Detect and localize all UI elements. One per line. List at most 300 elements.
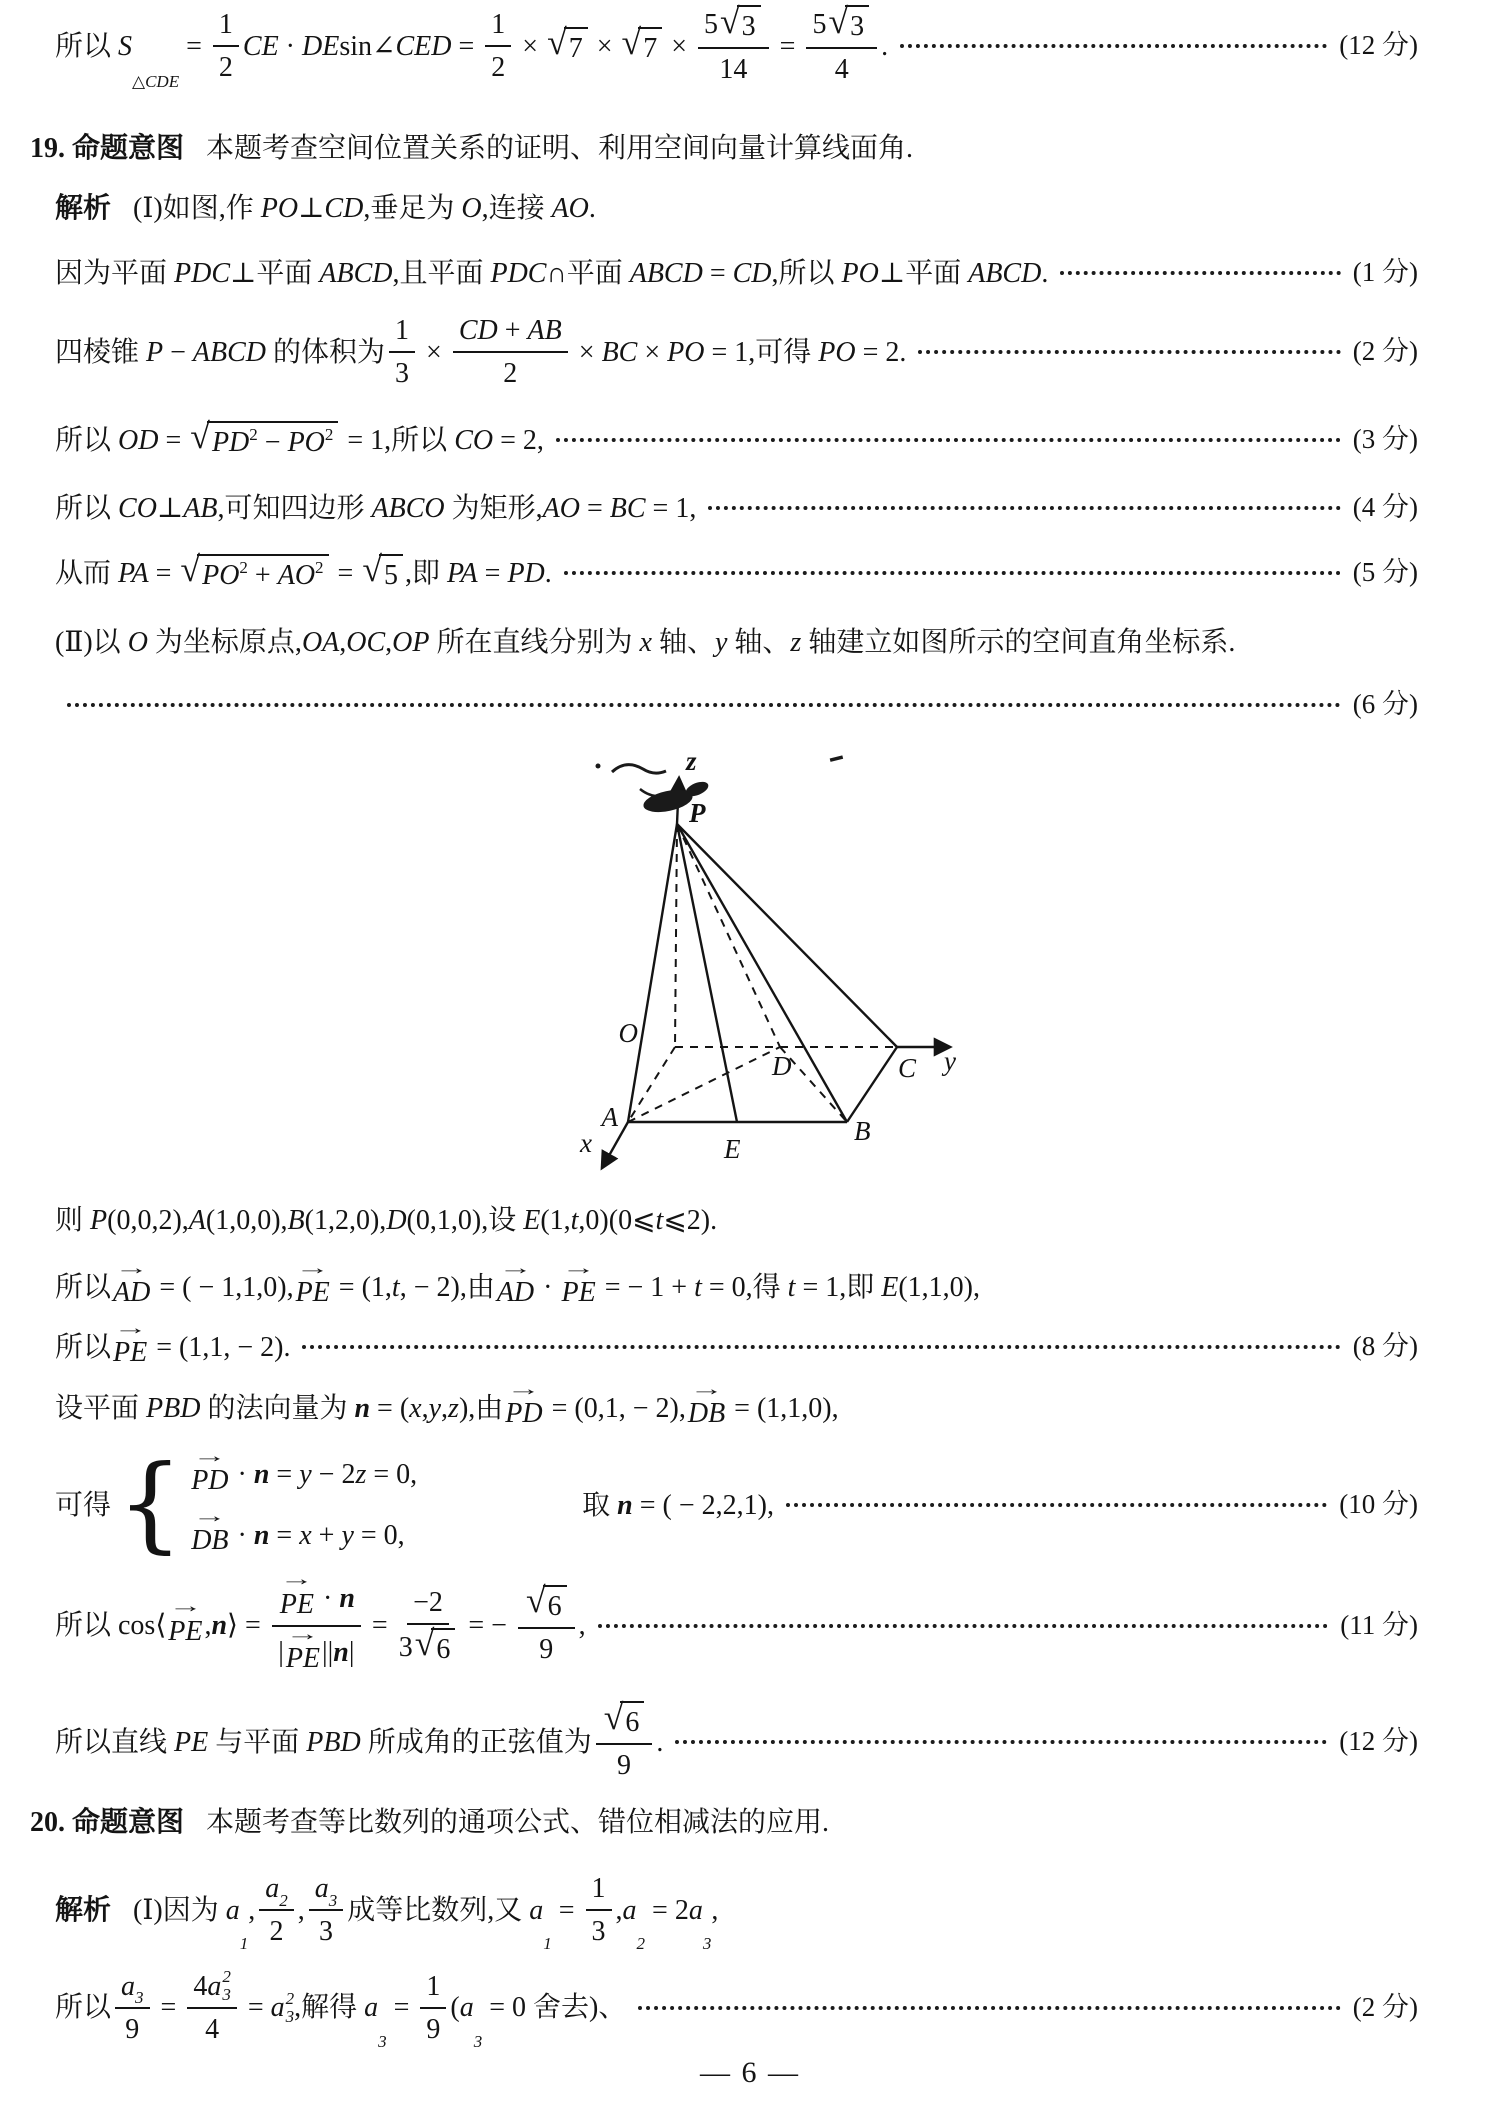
q19-step-8 (55, 1317, 1418, 1373)
math-token: , (339, 626, 347, 658)
math-token (586, 1871, 612, 1911)
math-token: 所以 (55, 1331, 112, 1363)
q19-coords-content (55, 1203, 717, 1238)
math-token: a (364, 1992, 379, 2023)
math-token: CO (118, 492, 157, 524)
math-token: P (90, 1204, 108, 1236)
page-number: — 6 — (700, 2056, 800, 2089)
math-token: ,解得 (294, 1992, 365, 2023)
math-token: = ( (370, 1392, 410, 1424)
dot-leader (302, 1345, 1340, 1349)
math-token (518, 1580, 575, 1667)
math-token: √ (525, 1580, 546, 1621)
math-token: = (551, 1894, 582, 1926)
math-token: 1 (543, 1933, 552, 1953)
math-token: 所以 (55, 492, 119, 524)
math-token (259, 1871, 294, 1949)
math-token: = (1,1, − 2). (149, 1331, 291, 1363)
q19-step-2-content (55, 313, 906, 391)
math-token: 3 (850, 11, 865, 42)
math-token (806, 0, 877, 87)
step-12-area-cde (55, 0, 1418, 92)
math-token (319, 1911, 333, 1949)
q19-step-1 (55, 255, 1418, 291)
math-token: PD (507, 557, 545, 589)
figure-label-y: y (944, 1046, 956, 1076)
math-token (279, 1569, 314, 1621)
math-token: 7 (643, 32, 658, 64)
math-token: 设平面 (55, 1392, 147, 1424)
math-token: x (639, 626, 652, 658)
math-token: ,即 (405, 557, 448, 589)
figure-label-B: B (854, 1116, 871, 1146)
math-token: , (248, 1894, 256, 1926)
math-token: 为矩形, (444, 492, 543, 524)
math-token: = 0,得 (701, 1271, 788, 1303)
math-token: = (1, (331, 1271, 392, 1303)
math-token: D (386, 1204, 407, 1236)
dot-leader (598, 1624, 1329, 1628)
math-token (187, 1968, 237, 2047)
math-token (737, 5, 761, 44)
math-token (187, 1968, 237, 2009)
math-token: , (441, 1392, 449, 1424)
math-token (720, 0, 761, 44)
math-token: 2 (636, 1933, 646, 1953)
math-token (543, 1585, 567, 1624)
math-token (407, 1585, 449, 1625)
math-token (189, 1506, 417, 1558)
math-token: AD (113, 1277, 151, 1309)
math-token: 轴、 (651, 626, 715, 658)
math-token (168, 1596, 203, 1648)
math-token: CD (458, 315, 498, 346)
math-token: 2 (285, 1988, 295, 2008)
math-token: 本题考查等比数列的通项公式、错位相减法的应用. (206, 1806, 830, 1838)
math-token (269, 1911, 283, 1949)
math-token: PD (505, 1398, 543, 1430)
math-token (395, 353, 409, 391)
math-token: t (570, 1204, 579, 1236)
math-token: 解析 (55, 192, 112, 224)
math-token: PD (191, 1465, 229, 1496)
math-token: = (330, 557, 361, 589)
math-token: 3 (395, 358, 410, 389)
math-token: 2 (269, 1916, 284, 1947)
math-token: ABCD (968, 257, 1042, 289)
math-token: 四棱锥 (55, 336, 147, 368)
math-token (285, 1623, 321, 1676)
math-token (431, 1628, 455, 1667)
figure-label-D: D (772, 1051, 792, 1081)
math-token: . (656, 1726, 664, 1758)
math-token: 所以 (55, 1271, 112, 1303)
q19-intent (30, 130, 1418, 166)
math-token (184, 148, 206, 149)
math-token (547, 22, 588, 66)
ink-smudge (596, 755, 844, 816)
math-token: 3 (591, 1916, 606, 1947)
math-token (113, 1317, 148, 1370)
math-token: n (253, 1459, 270, 1491)
math-token (835, 49, 849, 87)
math-token (485, 7, 511, 85)
math-token: P (146, 336, 164, 368)
math-token: 1 (218, 9, 233, 40)
math-token: √ (547, 22, 567, 63)
math-token: 14 (719, 54, 748, 85)
math-token: ),由 (458, 1392, 504, 1424)
math-token: DE (302, 30, 340, 62)
math-token: . (1041, 257, 1049, 289)
math-token: √ (828, 0, 849, 41)
math-token: AO (551, 192, 589, 224)
math-token: = 0, (353, 1519, 405, 1551)
math-token: B (287, 1204, 305, 1236)
math-token: (1,0,0), (205, 1204, 288, 1236)
math-token: O (461, 192, 482, 224)
math-token: 所在直线分别为 (429, 626, 640, 658)
math-token: 的体积为 (266, 336, 386, 368)
q20-analysis-1-content (55, 1871, 719, 1953)
math-token: a (622, 1894, 637, 1926)
math-token: 3 (398, 1631, 413, 1663)
math-token: = 2, (493, 424, 544, 456)
math-token: = (153, 1992, 184, 2023)
math-token (698, 0, 769, 49)
math-token: O (127, 626, 148, 658)
math-token: 所以 cos⟨ (55, 1610, 167, 1641)
math-token (111, 208, 133, 209)
math-token: OA (301, 626, 340, 658)
math-token: AB (183, 492, 218, 524)
math-token: t (787, 1271, 796, 1303)
math-token: A (188, 1204, 206, 1236)
math-token (207, 421, 338, 460)
math-token: → (689, 1378, 724, 1400)
math-token: BC (601, 336, 638, 368)
math-token (414, 1623, 456, 1667)
math-token: z (355, 1459, 367, 1491)
math-token: ABCD (629, 257, 703, 289)
math-token: BC (609, 492, 646, 524)
math-token (518, 1580, 575, 1629)
math-token: S (118, 30, 133, 62)
q19-step-10-content (55, 1441, 774, 1564)
math-token: PE (279, 1588, 314, 1620)
math-token (189, 1445, 418, 1559)
math-token: = 1,可得 (704, 336, 819, 368)
math-token: 因为平面 (55, 257, 175, 289)
math-token: , (385, 626, 393, 658)
math-token: √ (621, 22, 642, 63)
math-token (205, 2009, 219, 2047)
math-token: t (391, 1271, 400, 1303)
math-token: CO (454, 424, 494, 456)
score-label: (3 分) (1352, 424, 1418, 455)
math-token: 成等比数列,又 (347, 1894, 530, 1926)
math-token: 与平面 (208, 1726, 307, 1758)
math-token (379, 554, 403, 593)
math-token: 9 (617, 1750, 632, 1781)
score-label: (2 分) (1352, 336, 1418, 367)
score-label: (12 分) (1339, 1726, 1418, 1757)
math-token: 3 (702, 1933, 712, 1953)
math-token (272, 1569, 361, 1626)
math-token (191, 1506, 229, 1558)
math-token: → (279, 1569, 314, 1591)
math-token: 4 (193, 1970, 208, 2002)
math-token: PE (561, 1277, 596, 1309)
math-token: 3 (318, 1916, 333, 1947)
math-token: − 2 (311, 1459, 356, 1491)
math-token: = (269, 1519, 300, 1551)
math-token (191, 1445, 229, 1498)
math-token: − (163, 336, 193, 368)
math-token: PO (667, 336, 705, 368)
math-token: 3 (222, 1985, 231, 2004)
math-token: 19. 命题意图 (30, 132, 185, 164)
math-token: ⊥ (156, 492, 184, 524)
math-token: n (354, 1392, 371, 1424)
math-token: = (1,1,0), (727, 1392, 839, 1424)
math-token: → (506, 1378, 542, 1400)
math-token: 2 (222, 1967, 231, 1987)
math-token (197, 554, 328, 593)
figure-label-E: E (724, 1134, 741, 1164)
math-token: ⊥ (298, 192, 325, 224)
math-token: → (498, 1257, 533, 1279)
q20-analysis-1 (55, 1866, 1418, 1954)
dot-leader (1060, 271, 1340, 275)
math-token: , − 2),由 (399, 1271, 495, 1303)
math-token: 3 (378, 2031, 387, 2051)
math-token (485, 7, 511, 47)
math-token: ,所以 (771, 257, 842, 289)
math-token: 所以 (55, 30, 119, 62)
math-token (828, 0, 869, 44)
math-token: . (881, 30, 889, 62)
math-token: OC (346, 626, 386, 658)
math-token: 1 (491, 9, 506, 40)
math-token: 20. 命题意图 (30, 1806, 185, 1838)
math-token: = (364, 1610, 395, 1641)
math-token: 7 (568, 32, 583, 64)
math-token: − (257, 426, 288, 458)
math-token: PE (168, 1615, 203, 1647)
q19-construct-content (55, 191, 596, 226)
q19-step-12 (55, 1696, 1418, 1782)
math-token: | (278, 1637, 284, 1669)
math-token (219, 47, 233, 85)
math-token (564, 27, 588, 66)
math-token: AO (277, 559, 316, 591)
score-label: (5 分) (1352, 557, 1418, 588)
math-token: PO (287, 426, 325, 458)
q19-intent-content (30, 131, 913, 166)
math-token: 2 (324, 424, 334, 444)
math-token: | (348, 1637, 355, 1669)
math-token: → (113, 1317, 148, 1339)
math-token: → (192, 1506, 227, 1527)
math-token (125, 2009, 139, 2047)
math-token: PBD (146, 1392, 201, 1424)
math-token: 2 (249, 424, 258, 444)
math-token: PDC (490, 257, 547, 289)
math-token: || (322, 1637, 334, 1669)
math-token: 6 (547, 1590, 562, 1622)
math-token: 从而 (55, 557, 119, 589)
math-token: (0,1,0),设 (406, 1204, 524, 1236)
math-token: x (409, 1392, 422, 1424)
math-token: × (664, 30, 694, 62)
math-token: a (121, 1970, 136, 2002)
math-token: × (515, 30, 546, 62)
q19-coords (55, 1201, 1418, 1239)
math-token: CE (242, 30, 279, 62)
q19-step-4-content (55, 491, 696, 526)
score-label: (11 分) (1340, 1609, 1418, 1640)
math-token: PO (202, 559, 240, 591)
math-token: PD (211, 426, 250, 458)
math-token (420, 1969, 446, 2009)
math-token: ,0)(0⩽ (578, 1204, 656, 1236)
math-token: 1 (239, 1933, 249, 1953)
math-token (184, 1822, 206, 1823)
dot-leader (638, 2006, 1340, 2010)
math-token: ,连接 (481, 192, 552, 224)
math-token: 1 (426, 1970, 441, 2002)
math-token: 9 (426, 2013, 441, 2045)
math-token (222, 1968, 231, 2004)
math-token (295, 1257, 330, 1310)
math-token (491, 47, 505, 85)
math-token: z (448, 1392, 459, 1424)
q19-step-5-content (55, 549, 552, 593)
math-token: E (881, 1271, 899, 1303)
math-token: ,可知四边形 (217, 492, 372, 524)
q19-step-8-content (55, 1317, 291, 1370)
axis-arrows (602, 778, 950, 1168)
math-token: 为坐标原点, (147, 626, 302, 658)
math-token: , (204, 1610, 212, 1641)
q19-step-1-content (55, 256, 1048, 291)
math-token: a (225, 1894, 240, 1926)
math-token: = 1,即 (795, 1271, 882, 1303)
math-token (189, 1445, 418, 1498)
math-token: PO (841, 257, 879, 289)
math-token: PE (174, 1726, 209, 1758)
math-token: PE (295, 1277, 330, 1309)
math-token: 6 (436, 1633, 451, 1665)
math-token: 3 (473, 2031, 483, 2051)
math-token: n (211, 1610, 228, 1641)
math-token: CED (395, 30, 452, 62)
math-token (362, 549, 403, 593)
math-token: x (299, 1519, 312, 1551)
math-token: sin∠ (339, 30, 396, 62)
q19-part2-setup-content (55, 625, 1235, 660)
math-token: ABCD (319, 257, 393, 289)
math-token: √ (720, 0, 740, 41)
math-token: 2 (491, 52, 506, 83)
math-token (286, 1990, 295, 2026)
math-token: PA (447, 557, 478, 589)
math-token: ,垂足为 (363, 192, 462, 224)
math-token: a (207, 1970, 222, 2002)
q19-step-10 (55, 1440, 1418, 1570)
math-token (278, 1623, 355, 1676)
math-token (698, 0, 769, 87)
score-label: (1 分) (1352, 257, 1418, 288)
math-token: + (311, 1519, 342, 1551)
math-token: (Ⅱ)以 (55, 626, 128, 658)
math-token: 本题考查空间位置关系的证明、利用空间向量计算线面角. (206, 132, 914, 164)
math-token: , (711, 1894, 719, 1926)
math-token: 可得 (55, 1489, 112, 1521)
math-token: √ (603, 1696, 624, 1737)
math-token: 所以 (55, 424, 119, 456)
math-token: 2 (279, 1890, 288, 1910)
math-token: n (333, 1637, 349, 1669)
math-token: → (192, 1445, 227, 1467)
score-label: (10 分) (1339, 1489, 1418, 1520)
math-token: a (270, 1992, 285, 2023)
math-token: t (655, 1204, 664, 1236)
math-token: = 1, (645, 492, 697, 524)
math-token: 取 (582, 1489, 618, 1521)
math-token: . (544, 557, 552, 589)
math-token: 2 (239, 557, 248, 577)
math-token (586, 1871, 612, 1949)
math-token (719, 49, 747, 87)
math-token: y (428, 1392, 442, 1424)
math-token: → (285, 1623, 321, 1645)
math-token (596, 1696, 653, 1783)
math-token: PA (118, 557, 149, 589)
math-token (503, 353, 517, 391)
math-token: ,且平面 (392, 257, 491, 289)
math-token (539, 1629, 553, 1667)
math-token: ⊥平面 (878, 257, 969, 289)
math-token: E (523, 1204, 541, 1236)
math-token: = − (461, 1610, 514, 1641)
step-12-area-cde-content (55, 0, 889, 91)
math-token: , (615, 1894, 623, 1926)
math-token: n (617, 1489, 633, 1521)
score-label: (12 分) (1339, 30, 1418, 61)
math-token: PE (113, 1337, 148, 1369)
math-token (453, 313, 568, 353)
math-token: AB (527, 315, 562, 346)
math-token: n (253, 1519, 270, 1551)
math-token: = (451, 30, 482, 62)
math-token (596, 1696, 653, 1745)
q19-step-11 (55, 1568, 1418, 1683)
math-token: → (561, 1257, 596, 1279)
math-token (505, 1378, 543, 1431)
math-token (115, 1969, 150, 2047)
math-token: = (386, 1992, 417, 2023)
math-token: ⟩ = (227, 1610, 268, 1641)
math-token: = 0, (366, 1459, 418, 1491)
math-token: y (341, 1519, 354, 1551)
math-token: → (168, 1596, 203, 1618)
math-token: 3 (328, 1890, 338, 1910)
q19-vectors-content (55, 1257, 980, 1310)
math-token (389, 313, 415, 353)
figure-svg (420, 748, 980, 1188)
